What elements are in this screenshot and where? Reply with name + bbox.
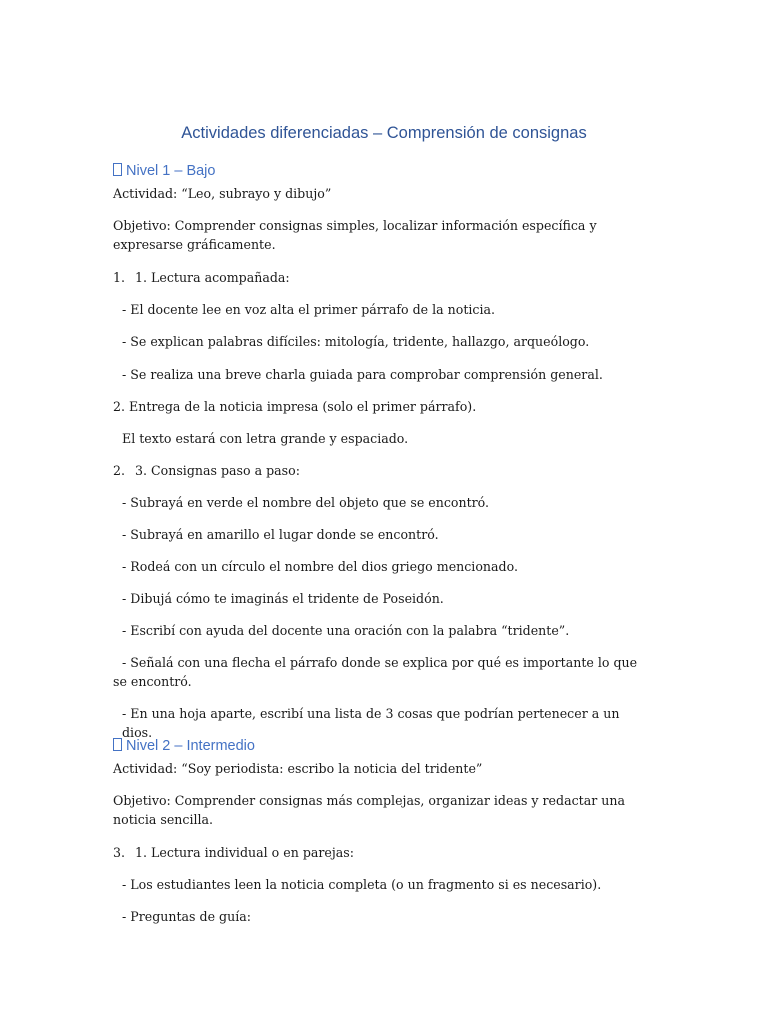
level-1-objective: Objetivo: Comprender consignas simples, localizar información específica y expresarse gráficamente. [113,218,597,252]
level-2-activity: Actividad: “Soy periodista: escribo la noticia del tridente” [113,761,483,776]
level-1-heading [113,163,215,179]
box-glyph-icon [113,163,122,176]
list-item: - Se explican palabras difíciles: mitología, tridente, hallazgo, arqueólogo. [122,334,590,349]
list-item: - Preguntas de guía: [122,909,251,924]
level-2-heading-text: Nivel 2 – Intermedio [126,738,255,754]
list-item: - En una hoja aparte, escribí una lista de 3 cosas que podrían pertenecer a un dios. [122,706,620,740]
list-number: 2. [113,463,126,478]
list-number: 1. [113,270,126,285]
list-item: - Subrayá en verde el nombre del objeto que se encontró. [122,495,490,510]
list-item: - Subrayá en amarillo el lugar donde se encontró. [122,527,439,542]
list-item: - Los estudiantes leen la noticia completa (o un fragmento si es necesario). [122,877,602,892]
step-label: 1. Lectura acompañada: [135,270,290,285]
list-number: 3. [113,845,126,860]
list-item: - Escribí con ayuda del docente una oración con la palabra “tridente”. [122,623,570,638]
level-1-heading-text: Nivel 1 – Bajo [126,163,216,179]
level-2-step-1 [113,843,643,862]
level-1-step-3 [113,461,643,480]
level-2-heading [113,738,255,754]
list-item: - Señalá con una flecha el párrafo donde se explica por qué es importante lo que se encontró. [113,655,638,689]
step-2-note: El texto estará con letra grande y espaciado. [122,431,409,446]
box-glyph-icon [113,738,122,751]
document-title: Actividades diferenciadas – Comprensión de consignas [181,124,587,142]
level-2-objective: Objetivo: Comprender consignas más complejas, organizar ideas y redactar una noticia sencilla. [113,793,625,827]
list-item: - Rodeá con un círculo el nombre del dios griego mencionado. [122,559,518,574]
list-item: - El docente lee en voz alta el primer párrafo de la noticia. [122,302,496,317]
level-1-step-2: 2. Entrega de la noticia impresa (solo el primer párrafo). [113,399,477,414]
step-label: 1. Lectura individual o en parejas: [135,845,354,860]
step-label: 3. Consignas paso a paso: [135,463,300,478]
list-item: - Se realiza una breve charla guiada para comprobar comprensión general. [122,367,603,382]
level-1-activity: Actividad: “Leo, subrayo y dibujo” [113,186,332,201]
list-item: - Dibujá cómo te imaginás el tridente de Poseidón. [122,591,444,606]
level-1-step-1 [113,268,643,287]
